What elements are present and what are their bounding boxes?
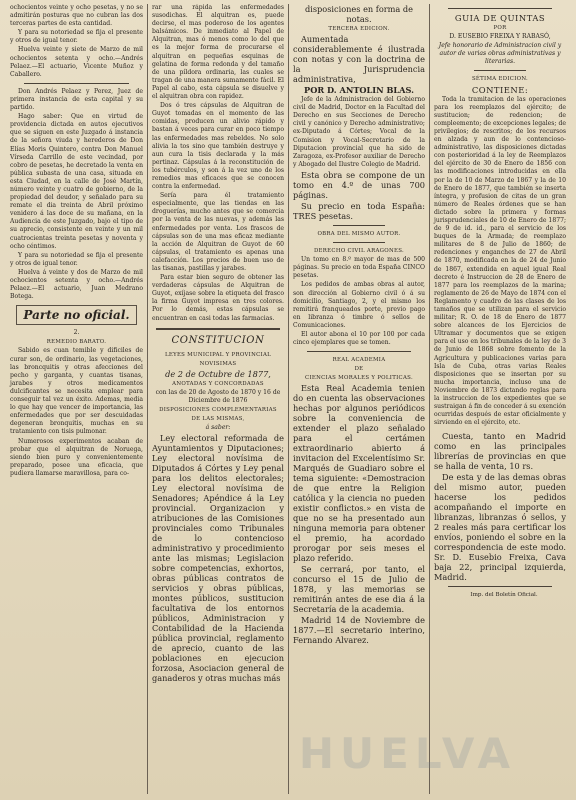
subtitle: ANOTADAS Y CONCORDADAS bbox=[172, 380, 264, 387]
paragraph: Sabido es cuan temible y dificiles de curar son, de ordinario, las vegetaciones, las broncquitis y otras afecciones del pecho y garganta, y cuantas tisanas, jarabes y otros medicamentos dulcificantes se necesita emplear para conseguir tal vez un éxito. Ademas, media lo que hay que vencer de importancia, las enfermedades que por ser descuidadas degeneran bronquitis, muchas en su tratamiento con tisis pulmonar. bbox=[10, 347, 143, 436]
columns bbox=[6, 4, 570, 794]
divider bbox=[448, 8, 552, 9]
paragraph: El autor abona el 10 por 100 por cada cinco ejemplares que se tomen. bbox=[293, 330, 425, 347]
paragraph: rar una rápida las enfermedades susodichas. El alquitran es, puede decirse, el mas poderoso de los agentes balsámicos. De inmediato al Papel de Alquitran, mas ó menos como lo del que es la mejor forma de procurarse el alquitran en pequeñas esquinas de gelatina de forma redonda y del tamaño de una píldora ordinaria, las cuales se tragan de una manera sumamente fácil. El Papel al cabo, esta cápsula se disuelve y el alquitran obra con rapidez. bbox=[152, 4, 284, 101]
subtitle: NOVISIMAS bbox=[199, 360, 237, 367]
paragraph: Madrid 14 de Noviembre de 1877.—El secretario interino, Fernando Alvarez. bbox=[293, 615, 425, 646]
imprint: Imp. del Boletín Oficial. bbox=[470, 592, 538, 599]
paragraph: Don Andrés Pelaez y Perez, Juez de primera instancia de esta capital y su partido. bbox=[10, 87, 143, 112]
column-2 bbox=[147, 4, 288, 794]
paragraph: Huelva á veinte y dos de Marzo de mil ochocientos setenta y ocho.—Andrés Pelaez.—El actuario, Juan Medrano Botega. bbox=[10, 268, 143, 301]
column-4 bbox=[429, 4, 570, 794]
edition: TERCERA EDICION. bbox=[328, 26, 390, 32]
paragraph: Un tomo en 8.º mayor de mas de 500 páginas. Su precio en toda España CINCO pesetas. bbox=[293, 256, 425, 280]
divider bbox=[333, 242, 385, 243]
paragraph: De esta y de las demas obras del mismo autor, pueden hacerse los pedidos acompañando el importe en libranzas, libranzas ó sellos, y 2 reales más para certificar los envíos, poniendo el sobre en la correspondencia de este modo. Sr. D. Eusebio Freixa, Cava baja 22, principal izquierda, Madrid. bbox=[434, 472, 566, 583]
paragraph: Esta obra se compone de un tomo en 4.º de unas 700 páginas. bbox=[293, 169, 425, 200]
divider bbox=[474, 70, 526, 71]
subheading: OBRA DEL MISMO AUTOR. bbox=[317, 230, 401, 237]
column-3 bbox=[288, 4, 429, 794]
paragraph: Sería para él tratamiento especialmente, que las tiendas en las droguerías, mucho antes que se comercia por la venta de las nuevas, y además las enfermedades por venta. Los frascos de cápsulas son de una mas eficaz mediante la acción de Alquitran de Guyot de 60 cápsulas, el tratamiento es apenas una calefacción. Los precios de buen uso de las tisanas, pastillas y jarabes. bbox=[152, 192, 284, 272]
heading-ciencias: CIENCIAS MORALES Y POLITICAS. bbox=[305, 375, 413, 382]
subtitle: con las de 20 de Agosto de 1870 y 16 de Diciembre de 1876 bbox=[155, 388, 281, 405]
subtitle: de 2 de Octubre de 1877, bbox=[165, 368, 271, 379]
heading-por: POR bbox=[493, 25, 507, 31]
divider bbox=[156, 328, 280, 330]
section-header-parte-no-oficial: Parte no oficial. bbox=[16, 305, 137, 325]
column-1 bbox=[6, 4, 147, 794]
paragraph: Toda la tramitacion de las operaciones para los reemplazos del ejército; de sustitucion; de redencion; de compleemento; de excepciones legales; de privilegios; de rescritos; de los recursos en alzada y aun de lo contencioso-administrativo, las disposiciones dictadas con posterioridad á la ley de Reemplazos del ejército de 30 de Enero de 1856 con las modificaciones introducidas en ella por la de 10 de Marzo de 1867 y la de 10 de Enero de 1877, que también se inserta íntegra, y profusion de citas de un gran número de Reales órdenes que se han dictado sobre la primera y formas jurisprudenciales de 10 de Enero de 1877; de 9 de id. id., para el servicio de los buques de la Armada; de reemplazo militares de 8 de Julio de 1860; de redenciones y enganches de 27 de Abril de 1870, modificada en la de 24 de Junio de 1867, extendida en aquel igual Real decreto é Instruccion de 28 de Enero de 1877 para los reemplazos de la marina; reglamento de 26 de Mayo de 1874 con el Reglamento y cuadro de las clases de los tamaños que se utilizan para el servicio militar; R. O. de 18 de Enero de 1877 sobre alcances de los Ejercicios de Ultramar y documentos que se exigen para el uso en los tribunales de la ley de 3 de Junio de 1868 sobre fomento de la Agricultura y publicaciones varias para Isla de Cuba, otras varias Reales disposiciones que se insertan por su mucha importancia, incluso una de Noviembre de 1873 dictando reglas para la instruccion de los expedientes que se sustraigan á fin de conceder á su exención ocurridas después de estar oficialmente y sirviendo en el ejército, etc. bbox=[434, 95, 566, 427]
paragraph: Y para su notoriedad se fija el presente y otros de igual tenor. bbox=[10, 251, 143, 267]
article-title: REMEDIO BARATO. bbox=[46, 339, 107, 346]
paragraph: Numerosos experimentos acaban de probar que el alquitran de Noruega, siendo bien puro y convenientemente preparado, posee una eficacia, que pudiera llamarse maravillosa, para co- bbox=[10, 437, 143, 477]
paragraph: Aumentada considerablemente é ilustrada con notas y con la doctrina de la Jurisprudencia administrativa, bbox=[293, 34, 425, 85]
section-number: 2. bbox=[73, 329, 80, 337]
author-position: Jefe honorario de Administracion civil y autor de varias obras administrativas y literarias. bbox=[438, 42, 562, 66]
heading-real-academia: REAL ACADEMIA bbox=[332, 357, 386, 364]
section-title-constitucion: CONSTITUCION bbox=[171, 334, 265, 346]
subtitle: DE LAS MISMAS, bbox=[191, 416, 245, 423]
heading-de: DE bbox=[354, 366, 364, 373]
watermark-stamp: HUELVA bbox=[298, 729, 516, 778]
heading-guia-de-quintas: GUIA DE QUINTAS bbox=[454, 13, 546, 23]
paragraph: Se cerrará, por tanto, el concurso el 15 de Julio de 1878, y las memorias se remitirán antes de ese dia á la Secretaría de la academia. bbox=[293, 564, 425, 615]
divider bbox=[307, 351, 411, 352]
divider bbox=[24, 83, 129, 84]
author: POR D. ANTOLIN BLAS. bbox=[304, 85, 414, 96]
paragraph: Para estar bien seguro de obtener las verdaderas cápsulas de Alquitran de Guyot, exíjase sobre la etiqueta del frasco la firma Guyot impresa en tres colores. Por lo demás, estas cápsulas se encuentran en casi todas las farmacias. bbox=[152, 274, 284, 322]
subtitle: DISPOSICIONES COMPLEMENTARIAS bbox=[159, 407, 277, 414]
author: D. EUSEBIO FREIXA Y RABASÓ, bbox=[449, 33, 551, 41]
paragraph: Huelva veinte y siete de Marzo de mil ochocientos setenta y ocho.—Andrés Pelaez.—El actuario, Vicente Muñoz y Caballero. bbox=[10, 46, 143, 78]
paragraph: Cuesta, tanto en Madrid como en las principales librerías de provincias en que se halla de venta, 10 rs. bbox=[434, 431, 566, 472]
paragraph: Ley electoral reformada de Ayuntamientos y Diputaciones; Ley electoral novísima de Diputados á Córtes y Ley penal para los delitos electorales; Ley electoral novísima de Senadores; Apéndice á la Ley provincial. Organizacion y atribuciones de las Comisiones provinciales como Tribunales de lo contencioso administrativo y procedimiento ante las mismas; Legislacion sobre competencias, exhortos, obras públicas contratos de servicios y obras públicas, montes públicos, sustitucion facultativa de los entornos públicos, Administracion y Contabilidad de la Hacienda pública provincial, reglamento de aprecio, cuanto de las poblaciones en ejecucion forzosa, Asociacion general de ganaderos y otras muchas más bbox=[152, 433, 284, 684]
edition: SÉTIMA EDICION. bbox=[471, 76, 529, 83]
paragraph: Jefe de la Administracion del Gobierno civil de Madrid, Doctor en la Facultad del Derecho en sus Secciones de Derecho civil y canónico y Derecho administrativo; ex-Diputado á Córtes; Vocal de la Comision y Vocal-Secretario de la Diputacion provincial que ha sido de Zaragoza, ex-Profesor auxiliar de Derecho y Abogado del Ilustre Colegio de Madrid. bbox=[293, 96, 425, 168]
paragraph: Los pedidos de ambas obras al autor, son dirección al Gobierno civil ó á su domicilio, Santiago, 2, y el mismo los remitirá franqueados porte, previo pago en libranza ó timbre ó sellos de Comunicaciones. bbox=[293, 281, 425, 329]
heading-contiene: CONTIENE: bbox=[471, 84, 529, 95]
subheading: DERECHO CIVIL ARAGONES. bbox=[313, 248, 405, 255]
paragraph: ochocientos veinte y ocho pesetas, y no se admitirán posturas que no cubran las dos terceras partes de esta cantidad. bbox=[10, 4, 143, 28]
paragraph: Hago saber: Que en virtud de providencia dictada en autos ejecutivos que se siguen en este Juzgado á instancia de la señora viuda y herederos de Don Elías Moris Quintero, contra Don Manuel Vírseda Carrillo de este vecindad, por cobro de pesetas, he decretado la venta en pública subasta de una casa, situada en esta Ciudad, en la calle de José Martín, número veinte y cuatro de gobierno, de la propiedad del deudor, y señalado para su remate el dia treinta de Abril próximo venidero á las doce de su mañana, en la Audiencia de este Juzgado, bajo el tipo de su aprecio, consistente en veinte y un mil cuatrocientas treinta pesetas y noventa y ocho céntimos. bbox=[10, 113, 143, 250]
paragraph: Y para su notoriedad se fija el presente y otros de igual tenor. bbox=[10, 29, 143, 45]
divider bbox=[333, 225, 385, 226]
paragraph: Dos ó tres cápsulas de Alquitran de Guyot tomadas en el momento de las comidas, producen un alivio rápido y bastan á veces para curar en poco tiempo las enfermedades mas rebeldes. No solo alivia la tos sino que también destruye y aun cura la tisis declarada y la más pertinaz. Cápsulas á la reconstitución de los tubérculos, y son á la vez uno de los remedios mas eficaces que se conocen contra la enfermedad. bbox=[152, 102, 284, 191]
divider bbox=[448, 586, 552, 587]
subtitle: LEYES MUNICIPAL Y PROVINCIAL bbox=[164, 351, 272, 358]
paragraph: disposiciones en forma de notas. bbox=[304, 4, 414, 24]
subtitle: á saber: bbox=[205, 424, 231, 432]
paragraph: Esta Real Academia tenien do en cuenta las observaciones hechas por algunos periódicos sobre la conveniencia de extender el plazo señalado para el certámen extraordinario abierto á invitacion del Excelentísimo Sr. Marqués de Guadiaro sobre el tema siguiente: «Demostracion de que entre la Religion católica y la ciencia no pueden existir conflictos.» en vista de que no se ha presentado aun ninguna memoria para obtener el premio, ha acordado prorogar por seis meses el plazo referido. bbox=[293, 383, 425, 564]
paragraph: Su precio en toda España: TRES pesetas. bbox=[293, 200, 425, 221]
